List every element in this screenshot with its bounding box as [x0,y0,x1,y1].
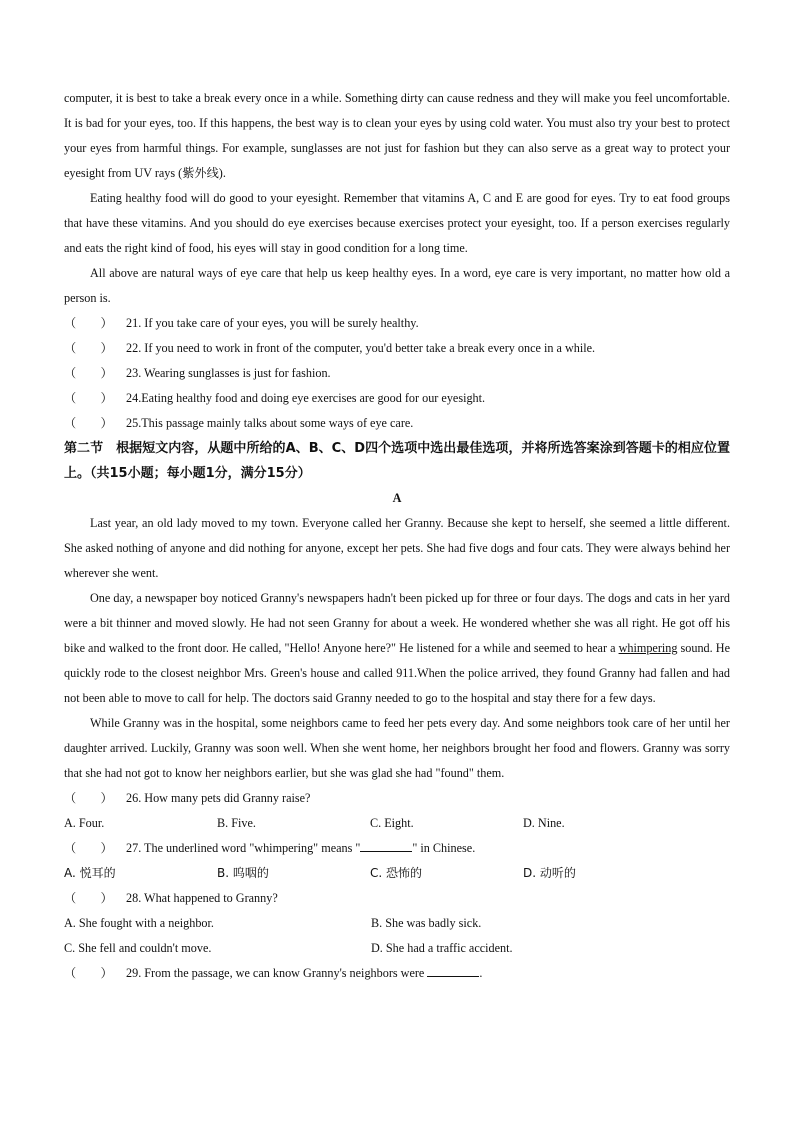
options-26 [64,811,730,836]
question-text: 26. How many pets did Granny raise? [126,791,311,805]
question-21 [64,311,730,336]
question-text: 23. Wearing sunglasses is just for fashion. [126,366,331,380]
question-25 [64,411,730,436]
answer-paren: （ ） [64,966,113,980]
question-26 [64,786,730,811]
option-d: D. Nine. [523,816,565,830]
answer-paren: （ ） [64,391,113,405]
question-text: 27. The underlined word "whimpering" means " [126,841,361,855]
option-b: B. She was badly sick. [371,916,482,930]
question-text: 28. What happened to Granny? [126,891,278,905]
true-false-questions [64,311,730,436]
option-a: A. She fought with a neighbor. [64,916,214,930]
options-27 [64,861,730,886]
question-24 [64,386,730,411]
option-c: C. 恐怖的 [370,866,423,880]
option-b: B. Five. [217,816,256,830]
answer-paren: （ ） [64,791,113,805]
answer-blank [360,839,412,852]
answer-blank [427,964,479,977]
option-b: B. 呜咽的 [217,866,269,880]
option-d: D. She had a traffic accident. [371,941,513,955]
option-c: C. Eight. [370,816,414,830]
passage-paragraph [64,586,730,711]
passage-paragraph: All above are natural ways of eye care that help us keep healthy eyes. In a word, eye care is very important, no matter how old a person is. [64,266,730,305]
answer-paren: （ ） [64,341,113,355]
passage-paragraph: While Granny was in the hospital, some neighbors came to feed her pets every day. And some neighbors took care of her until her daughter arrived. Luckily, Granny was soon well. When she went home, her neighbors brought her food and flowers. Granny was sorry that she had not got to know her neighbors earlier, but she was glad she had "found" them. [64,716,730,780]
underlined-word: whimpering [618,641,678,655]
option-d: D. 动听的 [523,866,576,880]
section-title: 第二节 根据短文内容，从题中所给的A、B、C、D四个选项中选出最佳选项，并将所选答案涂到答题卡的相应位置上。（共15小题；每小题1分，满分15分） [64,441,730,481]
passage-letter: A [392,491,402,505]
option-a: A. Four. [64,816,105,830]
answer-paren: （ ） [64,891,113,905]
answer-paren: （ ） [64,416,113,430]
question-27 [64,836,730,861]
question-text: . [479,966,483,980]
option-c: C. She fell and couldn't move. [64,941,212,955]
exam-page [64,86,730,986]
question-text: 29. From the passage, we can know Granny's neighbors were [126,966,428,980]
options-28-row1 [64,911,730,936]
option-a: A. 悦耳的 [64,866,116,880]
answer-paren: （ ） [64,366,113,380]
question-text: " in Chinese. [412,841,476,855]
question-28 [64,886,730,911]
question-22 [64,336,730,361]
question-23 [64,361,730,386]
passage-paragraph: Eating healthy food will do good to your eyesight. Remember that vitamins A, C and E are good for eyes. Try to eat food groups that have these vitamins. And you should do eye exercises because exercises protect your eyesight, too. If a person exercises regularly and eats the right kind of food, his eyes will stay in good condition for a long time. [64,191,730,255]
question-29 [64,961,730,986]
question-text: 21. If you take care of your eyes, you will be surely healthy. [126,316,419,330]
text-run: One day, a newspaper boy noticed Granny's newspapers hadn't been picked up for three or four days. The dogs and cats in her yard were a bit thinner and moved slowly. He had not seen Granny for about a week. He wondered whether she was all right. He got off his bike and walked to the front door. He called, "Hello! Anyone here?" He listened for a while and seemed to hear a [64,591,730,655]
passage-paragraph: computer, it is best to take a break every once in a while. Something dirty can cause redness and they will make you feel uncomfortable. It is bad for your eyes, too. If this happens, the best way is to clean your eyes by using cold water. You must also try your best to protect your eyes from harmful things. For example, sunglasses are not just for fashion but they can also serve as a great way to protect your eyesight from UV rays (紫外线). [64,91,730,180]
options-28-row2 [64,936,730,961]
answer-paren: （ ） [64,841,113,855]
question-text: 24.Eating healthy food and doing eye exercises are good for our eyesight. [126,391,486,405]
passage-paragraph: Last year, an old lady moved to my town. Everyone called her Granny. Because she kept to herself, she seemed a little different. She asked nothing of anyone and did nothing for anyone, except her pets. She had five dogs and four cats. They were always behind her wherever she went. [64,516,730,580]
question-text: 22. If you need to work in front of the computer, you'd better take a break every once in a while. [126,341,596,355]
text-run: sound. He quickly rode to the closest neighbor Mrs. Green's house and called 911.When the police arrived, they found Granny had fallen and had not been able to move to call for help. The doctors said Granny needed to go to the hospital and stay there for a few days. [64,641,730,705]
answer-paren: （ ） [64,316,113,330]
question-text: 25.This passage mainly talks about some ways of eye care. [126,416,414,430]
